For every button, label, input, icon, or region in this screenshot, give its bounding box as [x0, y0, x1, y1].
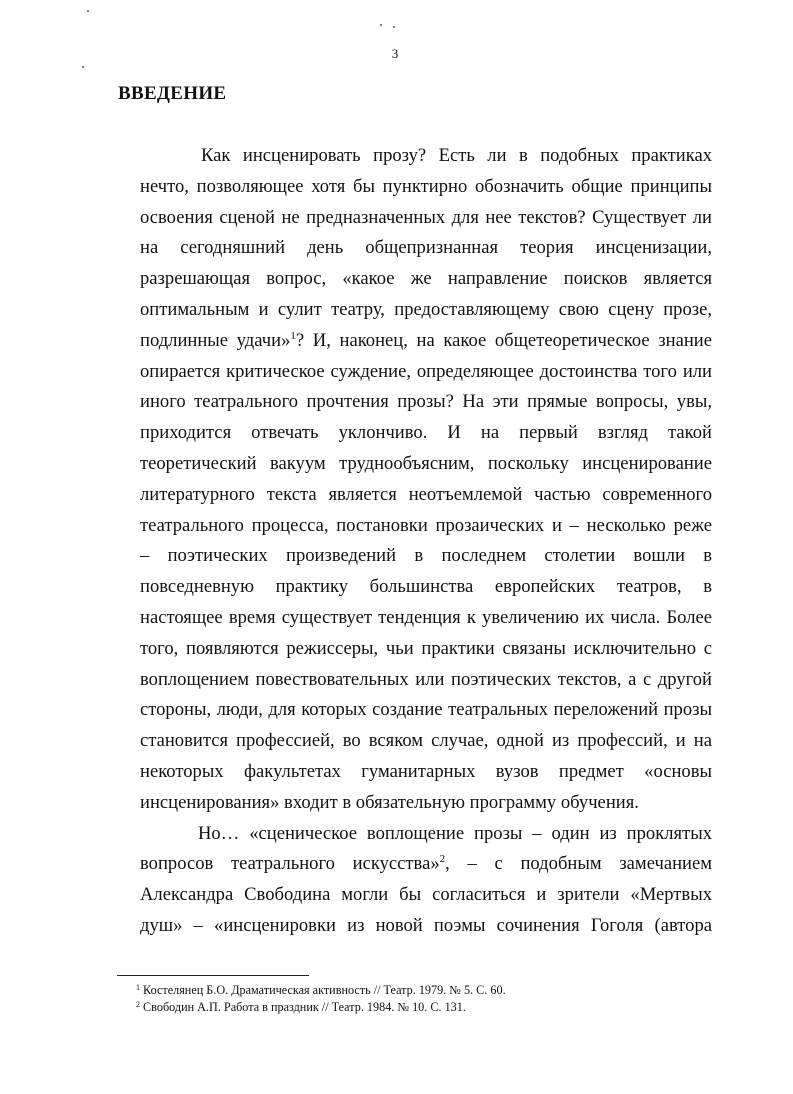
text-line-content: инсценирования» входит в обязательную программу обучения.: [140, 791, 639, 813]
text-line: [140, 911, 712, 942]
text-line: [140, 511, 712, 542]
text-line: [140, 603, 712, 634]
text-line: [140, 665, 712, 696]
text-line-content: повседневную практику большинства европейских театров, в: [140, 576, 712, 598]
text-line: [140, 819, 712, 850]
text-line: [140, 233, 712, 264]
text-line-content: теоретический вакуум труднообъясним, поскольку инсценирование: [140, 452, 712, 474]
text-line: [140, 357, 712, 388]
text-line: [140, 203, 712, 234]
text-line-content: Александра Свободина могли бы согласиться и зрители «Мертвых: [140, 884, 712, 906]
text-line-continuation: , – с подобным замечанием: [445, 853, 713, 875]
text-line-content: иного театрального прочтения прозы? На эти прямые вопросы, увы,: [140, 391, 712, 413]
text-line-content: приходится отвечать уклончиво. И на первый взгляд такой: [140, 422, 712, 444]
text-line: [140, 726, 712, 757]
text-line: [140, 141, 712, 172]
text-line-content: того, появляются режиссеры, чьи практики связаны исключительно с: [140, 637, 712, 659]
text-line: [140, 480, 712, 511]
text-line-content: подлинные удачи»: [140, 329, 291, 351]
text-line: [140, 326, 712, 357]
text-line: [140, 418, 712, 449]
text-line-content: опирается критическое суждение, определяющее достоинства того или: [140, 360, 712, 382]
text-line-content: литературного текста является неотъемлемой частью современного: [140, 483, 712, 505]
text-line: [140, 572, 712, 603]
text-line-content: оптимальным и сулит театру, предоставляющему свою сцену прозе,: [140, 298, 712, 320]
text-line-content: театрального процесса, постановки прозаических и – несколько реже: [140, 514, 712, 536]
text-line-content: некоторых факультетах гуманитарных вузов предмет «основы: [140, 760, 712, 782]
text-line: [140, 849, 712, 880]
footnote-ref[interactable]: 2: [439, 853, 446, 866]
text-line-content: душ» – «инсценировки из новой поэмы сочинения Гоголя (автора: [140, 914, 712, 936]
text-line: [140, 172, 712, 203]
text-line-content: настоящее время существует тенденция к увеличению их числа. Более: [140, 606, 712, 628]
text-line-continuation: ? И, наконец, на какое общетеоретическое знание: [295, 329, 713, 351]
text-line-content: воплощением повествовательных или поэтических текстов, а с другой: [140, 668, 712, 690]
footnote-ref[interactable]: 1: [290, 329, 296, 342]
text-line: [140, 264, 712, 295]
text-line-content: стороны, люди, для которых создание театральных переложений прозы: [140, 699, 712, 721]
text-line-content: становится профессией, во всяком случае, одной из профессий, и на: [140, 730, 712, 752]
footnote-text: Костелянец Б.О. Драматическая активность // Театр. 1979. № 5. С. 60.: [140, 983, 506, 997]
text-line-content: на сегодняшний день общепризнанная теория инсценизации,: [140, 237, 712, 259]
section-heading: ВВЕДЕНИЕ: [118, 83, 227, 104]
scan-speck: [380, 24, 382, 26]
scan-speck: [82, 66, 84, 68]
scan-speck: [87, 10, 89, 12]
text-line: [140, 634, 712, 665]
footnote: [136, 982, 696, 999]
text-line-content: разрешающая вопрос, «какое же направление поисков является: [140, 268, 712, 290]
footnote: [136, 999, 696, 1016]
text-line-content: нечто, позволяющее хотя бы пунктирно обозначить общие принципы: [140, 175, 712, 197]
text-line: [140, 449, 712, 480]
text-line-content: Но… «сценическое воплощение прозы – один из проклятых: [198, 822, 712, 844]
footnote-separator: [117, 975, 309, 976]
text-line: [140, 387, 712, 418]
scan-speck: [393, 26, 395, 28]
text-line: [140, 757, 712, 788]
footnotes: [136, 982, 696, 1016]
footnote-text: Свободин А.П. Работа в праздник // Театр. 1984. № 10. С. 131.: [140, 1000, 466, 1014]
footnote-number: 1: [136, 983, 140, 992]
text-line: [140, 295, 712, 326]
text-line-content: освоения сценой не предназначенных для нее текстов? Существует ли: [140, 206, 712, 228]
text-line-content: Как инсценировать прозу? Есть ли в подобных практиках: [201, 145, 712, 166]
text-line-content: вопросов театрального искусства»: [140, 853, 440, 875]
text-line: [140, 541, 712, 572]
text-line: [140, 695, 712, 726]
text-line: [140, 788, 712, 819]
footnote-number: 2: [136, 1000, 140, 1009]
text-line-content: – поэтических произведений в последнем столетии вошли в: [140, 545, 712, 567]
text-line: [140, 880, 712, 911]
page-number: 3: [391, 46, 399, 61]
body-text: [140, 141, 712, 942]
